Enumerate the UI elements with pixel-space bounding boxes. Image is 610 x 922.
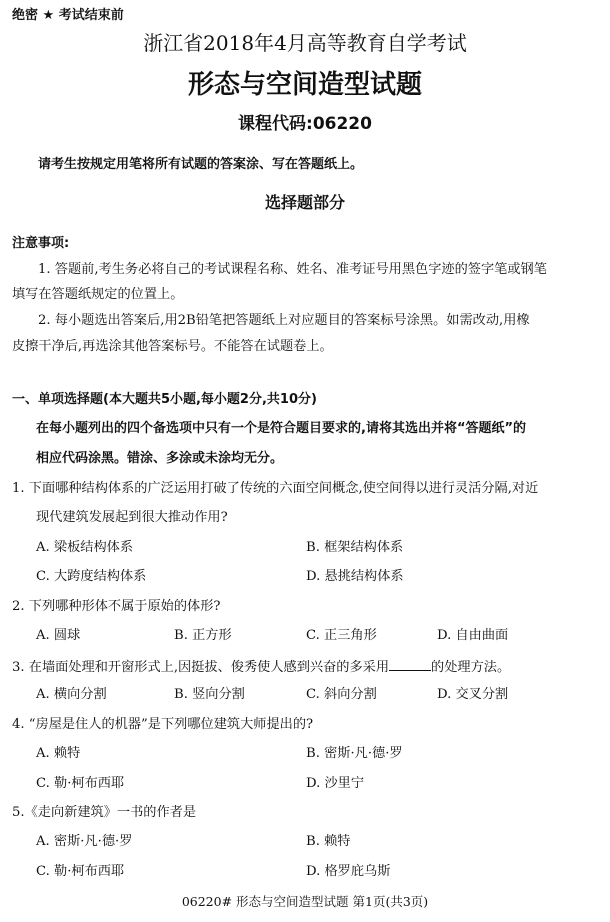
- question-2-option-b: B. 正方形: [174, 628, 232, 643]
- question-2-option-a: A. 圆球: [36, 628, 81, 643]
- exam-title: 浙江省2018年4月高等教育自学考试: [143, 31, 467, 55]
- part1-heading: 一、单项选择题(本大题共5小题,每小题2分,共10分): [12, 392, 317, 407]
- question-1-option-c: C. 大跨度结构体系: [36, 569, 147, 584]
- section-title: 选择题部分: [264, 193, 345, 212]
- question-1-stem-line2: 现代建筑发展起到很大推动作用?: [36, 510, 228, 525]
- notice-item2-line1: 2. 每小题选出答案后,用2B铅笔把答题纸上对应题目的答案标号涂黑。如需改动,用橡: [38, 313, 530, 328]
- question-4-option-b: B. 密斯·凡·德·罗: [306, 746, 403, 761]
- secret-mark: 绝密 ★ 考试结束前: [12, 8, 124, 23]
- question-5-option-d: D. 格罗庇乌斯: [306, 864, 391, 879]
- question-5-option-c: C. 勒·柯布西耶: [36, 864, 125, 879]
- question-3-option-c: C. 斜向分割: [306, 687, 377, 702]
- question-5-option-b: B. 赖特: [306, 834, 351, 849]
- question-3-option-a: A. 横向分割: [36, 687, 107, 702]
- question-1-stem-line1: 1. 下面哪种结构体系的广泛运用打破了传统的六面空间概念,使空间得以进行灵活分隔,对近: [12, 481, 539, 496]
- question-3-stem-before: 3. 在墙面处理和开窗形式上,因挺拔、俊秀使人感到兴奋的多采用: [12, 660, 390, 675]
- notice-item1-line1: 1. 答题前,考生务必将自己的考试课程名称、姓名、准考证号用黑色字迹的签字笔或钢笔: [38, 262, 547, 277]
- question-4-option-c: C. 勒·柯布西耶: [36, 776, 125, 791]
- part1-desc-line1: 在每小题列出的四个备选项中只有一个是符合题目要求的,请将其选出并将“答题纸”的: [36, 421, 527, 436]
- notice-item2-line2: 皮擦干净后,再选涂其他答案标号。不能答在试题卷上。: [12, 339, 333, 354]
- notice-title: 注意事项:: [12, 236, 70, 251]
- question-1-option-b: B. 框架结构体系: [306, 540, 404, 555]
- question-1-option-a: A. 梁板结构体系: [36, 540, 134, 555]
- course-code: 课程代码:06220: [238, 114, 372, 134]
- notice-item1-line2: 填写在答题纸规定的位置上。: [12, 287, 184, 302]
- question-2-option-c: C. 正三角形: [306, 628, 377, 643]
- question-1-option-d: D. 悬挑结构体系: [306, 569, 404, 584]
- question-2-option-d: D. 自由曲面: [437, 628, 509, 643]
- question-5-option-a: A. 密斯·凡·德·罗: [36, 834, 133, 849]
- question-4-stem: 4. “房屋是住人的机器”是下列哪位建筑大师提出的?: [12, 717, 314, 732]
- question-3-option-b: B. 竖向分割: [174, 687, 245, 702]
- answer-blank: [389, 658, 431, 671]
- question-2-stem: 2. 下列哪种形体不属于原始的体形?: [12, 599, 221, 614]
- part1-desc-line2: 相应代码涂黑。错涂、多涂或未涂均无分。: [36, 451, 284, 466]
- question-5-stem: 5.《走向新建筑》一书的作者是: [12, 805, 197, 820]
- question-3-stem-after: 的处理方法。: [431, 660, 511, 675]
- question-4-option-a: A. 赖特: [36, 746, 81, 761]
- instruction-top: 请考生按规定用笔将所有试题的答案涂、写在答题纸上。: [38, 157, 364, 172]
- question-4-option-d: D. 沙里宁: [306, 776, 365, 791]
- page-footer: 06220# 形态与空间造型试题 第1页(共3页): [181, 894, 429, 909]
- paper-title: 形态与空间造型试题: [187, 70, 422, 100]
- question-3-option-d: D. 交叉分割: [437, 687, 509, 702]
- question-3-stem: [12, 658, 510, 676]
